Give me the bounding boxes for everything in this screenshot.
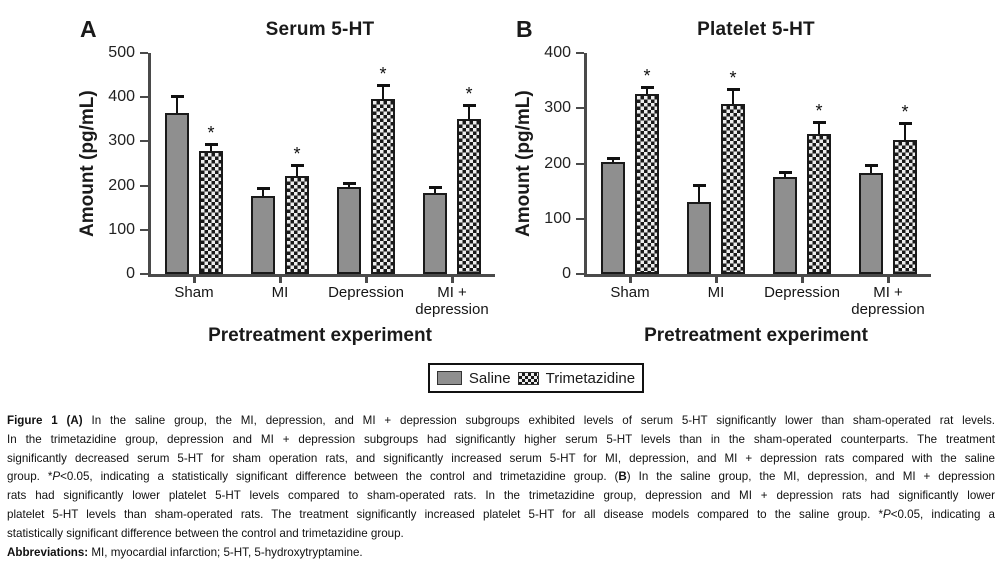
error-bar	[176, 98, 178, 113]
category-label: MI	[271, 284, 289, 301]
x-tick	[801, 277, 804, 283]
y-tick	[140, 52, 148, 54]
bar-saline-sham	[601, 162, 625, 274]
error-bar-cap	[377, 84, 390, 87]
plot-area	[108, 44, 495, 318]
error-bar	[870, 167, 872, 174]
category-label: MI + depression	[851, 284, 925, 318]
significance-asterisk: *	[901, 102, 909, 123]
error-bar	[382, 87, 384, 99]
error-bar	[732, 91, 734, 104]
bar-trimetazidine-depression	[371, 99, 395, 274]
error-bar	[296, 167, 298, 176]
y-tick	[576, 218, 584, 220]
bar-trimetazidine-mi-depression	[893, 140, 917, 274]
error-bar-cap	[865, 164, 878, 167]
chart-platelet-5ht	[496, 14, 941, 364]
significance-asterisk: *	[207, 123, 215, 144]
bar-saline-sham	[165, 113, 189, 274]
caption-line: Abbreviations: MI, myocardial infarction; 5-HT, 5-hydroxytryptamine.	[7, 545, 363, 559]
error-bar-cap	[607, 157, 620, 160]
caption-line: group. *P<0.05, indicating a statistically significant difference between the control and trimetazidine group. (B) In the saline group, the MI, depression, and MI + depression	[7, 470, 995, 484]
y-tick	[140, 96, 148, 98]
bar-saline-mi	[687, 202, 711, 274]
error-bar	[210, 146, 212, 150]
error-bar-cap	[257, 187, 270, 190]
bar-trimetazidine-sham	[635, 94, 659, 274]
y-tick	[140, 185, 148, 187]
y-tick	[140, 140, 148, 142]
x-tick	[629, 277, 632, 283]
legend-label-saline: Saline	[468, 369, 511, 387]
y-tick	[576, 163, 584, 165]
significance-asterisk: *	[729, 68, 737, 89]
category-label: Depression	[764, 284, 840, 301]
bar-trimetazidine-mi	[721, 104, 745, 274]
x-tick	[451, 277, 454, 283]
error-bar	[818, 124, 820, 134]
caption-line: Figure 1 (A) In the saline group, the MI, depression, and MI + depression subgroups exhibited levels of serum 5-HT significantly lower than sham-operated rat levels.	[7, 414, 995, 427]
y-tick	[576, 273, 584, 275]
legend	[428, 363, 644, 393]
bar-trimetazidine-mi-depression	[457, 119, 481, 274]
chart-title-serum: Serum 5-HT	[265, 19, 375, 40]
significance-asterisk: *	[379, 63, 387, 84]
significance-asterisk: *	[815, 101, 823, 122]
y-tick	[576, 107, 584, 109]
caption-line: rats had significantly lower platelet 5-HT levels compared to sham-operated rats. In the trimetazidine group, depression and MI + depression rats had significantly lower	[7, 489, 995, 503]
y-axis-label: Amount (pg/mL)	[77, 90, 98, 237]
error-bar	[348, 185, 350, 187]
legend-swatch-saline	[437, 371, 462, 385]
legend-swatch-trimetazidine	[518, 372, 539, 385]
x-axis-label: Pretreatment experiment	[644, 325, 868, 346]
error-bar-cap	[727, 88, 740, 91]
bar-saline-mi-depression	[423, 193, 447, 274]
y-tick-label: 300	[544, 99, 571, 117]
x-tick	[365, 277, 368, 283]
figure-caption	[7, 412, 995, 562]
y-tick	[140, 229, 148, 231]
bar-trimetazidine-depression	[807, 134, 831, 274]
y-axis-label: Amount (pg/mL)	[513, 90, 534, 237]
error-bar-cap	[429, 186, 442, 189]
error-bar	[612, 160, 614, 163]
bar-trimetazidine-mi	[285, 176, 309, 274]
error-bar-cap	[291, 164, 304, 167]
panel-letter-a: A	[80, 16, 97, 42]
error-bar-cap	[171, 95, 184, 98]
y-tick	[576, 52, 584, 54]
y-tick-label: 200	[544, 154, 571, 172]
y-tick-label: 100	[544, 209, 571, 227]
category-label: Depression	[328, 284, 404, 301]
error-bar	[434, 189, 436, 193]
error-bar-cap	[779, 171, 792, 174]
significance-asterisk: *	[643, 66, 651, 87]
y-tick-label: 200	[108, 176, 135, 194]
bar-saline-mi	[251, 196, 275, 274]
y-tick-label: 500	[108, 44, 135, 61]
significance-asterisk: *	[465, 83, 473, 104]
error-bar-cap	[463, 104, 476, 107]
panel-letter-b: B	[516, 16, 533, 42]
y-tick	[140, 273, 148, 275]
error-bar	[262, 190, 264, 195]
error-bar-cap	[813, 121, 826, 124]
x-tick	[193, 277, 196, 283]
category-label: Sham	[174, 284, 214, 301]
y-tick-label: 0	[562, 265, 571, 282]
caption-line: significantly decreased serum 5-HT for sham operation rats, and significantly increased serum 5-HT for MI, depression, and MI + depression rats compared with the saline	[7, 451, 995, 465]
error-bar-cap	[641, 86, 654, 89]
y-tick-label: 100	[108, 220, 135, 238]
error-bar-cap	[693, 184, 706, 187]
bar-saline-mi-depression	[859, 173, 883, 274]
category-label: MI + depression	[415, 284, 489, 318]
error-bar	[784, 174, 786, 177]
error-bar	[646, 89, 648, 94]
x-tick	[279, 277, 282, 283]
caption-line: platelet 5-HT levels than sham-operated rats. The treatment significantly increased platelet 5-HT for all disease models compared to the saline group. *P<0.05, indicating a	[7, 507, 995, 521]
bar-saline-depression	[773, 177, 797, 274]
x-tick	[715, 277, 718, 283]
error-bar-cap	[899, 122, 912, 125]
chart-title-platelet: Platelet 5-HT	[697, 19, 815, 40]
category-label: MI	[707, 284, 725, 301]
significance-asterisk: *	[293, 144, 301, 165]
error-bar	[698, 187, 700, 202]
plot-area	[544, 44, 931, 318]
x-axis-label: Pretreatment experiment	[208, 325, 432, 346]
y-tick-label: 300	[108, 132, 135, 150]
category-label: Sham	[610, 284, 650, 301]
error-bar-cap	[205, 143, 218, 146]
chart-serum-5ht	[60, 14, 505, 364]
error-bar-cap	[343, 182, 356, 185]
caption-line: statistically significant difference between the control and trimetazidine group.	[7, 526, 404, 540]
error-bar	[904, 125, 906, 140]
legend-label-trimetazidine: Trimetazidine	[545, 369, 636, 387]
x-tick	[887, 277, 890, 283]
bar-saline-depression	[337, 187, 361, 274]
y-tick-label: 400	[544, 44, 571, 61]
y-tick-label: 400	[108, 88, 135, 106]
caption-line: In the trimetazidine group, depression and MI + depression subgroups had significantly higher serum 5-HT levels than in the sham-operated counterparts. The treatment	[7, 432, 995, 446]
error-bar	[468, 107, 470, 119]
y-tick-label: 0	[126, 265, 135, 282]
bar-trimetazidine-sham	[199, 151, 223, 274]
